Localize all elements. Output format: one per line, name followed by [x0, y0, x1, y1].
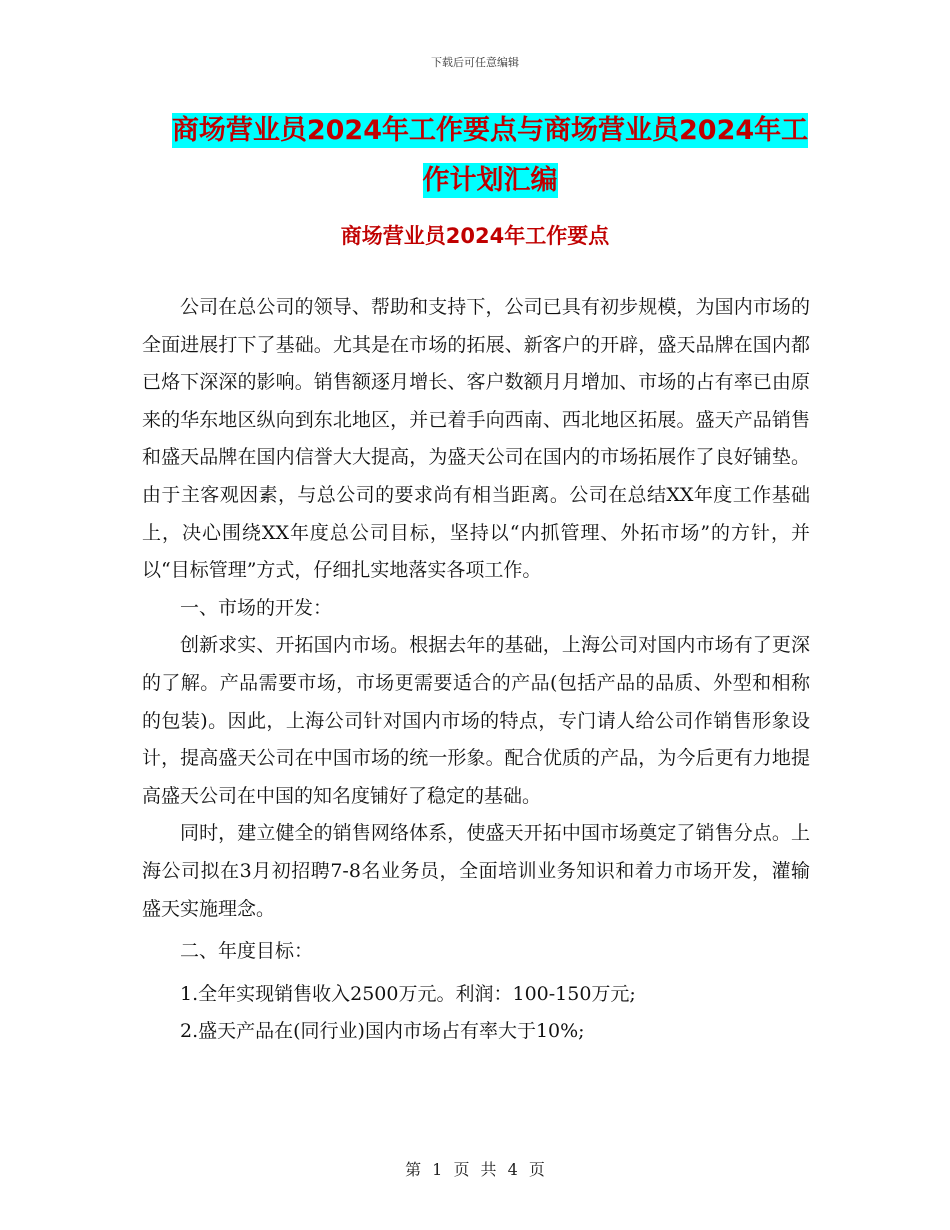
paragraph-sales-network: 同时，建立健全的销售网络体系，使盛天开拓中国市场奠定了销售分点。上海公司拟在3月初招聘7-8名业务员，全面培训业务知识和着力市场开发，灌输盛天实施理念。 — [142, 822, 810, 920]
paragraph-market-innovation: 创新求实、开拓国内市场。根据去年的基础，上海公司对国内市场有了更深的了解。产品需要市场，市场更需要适合的产品(包括产品的品质、外型和相称的包装)。因此，上海公司针对国内市场的特点，专门请人给公司作销售形象设计，提高盛天公司在中国市场的统一形象。配合优质的产品，为今后更有力地提高盛天公司在中国的知名度铺好了稳定的基础。 — [142, 634, 810, 807]
paragraph-intro: 公司在总公司的领导、帮助和支持下，公司已具有初步规模，为国内市场的全面进展打下了基础。尤其是在市场的拓展、新客户的开辟，盛天品牌在国内都已烙下深深的影响。销售额逐月增长、客户数额月月增加、市场的占有率已由原来的华东地区纵向到东北地区，并已着手向西南、西北地区拓展。盛天产品销售和盛天品牌在国内信誉大大提高，为盛天公司在国内的市场拓展作了良好铺垫。由于主客观因素，与总公司的要求尚有相当距离。公司在总结XX年度工作基础上，决心围绕XX年度总公司目标，坚持以“内抓管理、外拓市场”的方针，并以“目标管理”方式，仔细扎实地落实各项工作。 — [142, 296, 810, 582]
page-footer: 第 1 页 共 4 页 — [405, 1160, 545, 1179]
heading-market-development: 一、市场的开发： — [180, 596, 333, 619]
document-body — [142, 289, 810, 1051]
goal-item-2: 2.盛天产品在(同行业)国内市场占有率大于10%; — [180, 1020, 585, 1043]
heading-annual-goals: 二、年度目标： — [180, 940, 314, 963]
document-title — [170, 106, 810, 206]
goal-item-1: 1.全年实现销售收入2500万元。利润：100-150万元; — [180, 982, 636, 1005]
document-title-line-2: 作计划汇编 — [422, 165, 558, 196]
header-note: 下载后可任意编辑 — [431, 56, 519, 69]
section-title: 商场营业员2024年工作要点 — [340, 224, 610, 248]
document-title-line-1: 商场营业员2024年工作要点与商场营业员2024年工 — [171, 115, 809, 146]
